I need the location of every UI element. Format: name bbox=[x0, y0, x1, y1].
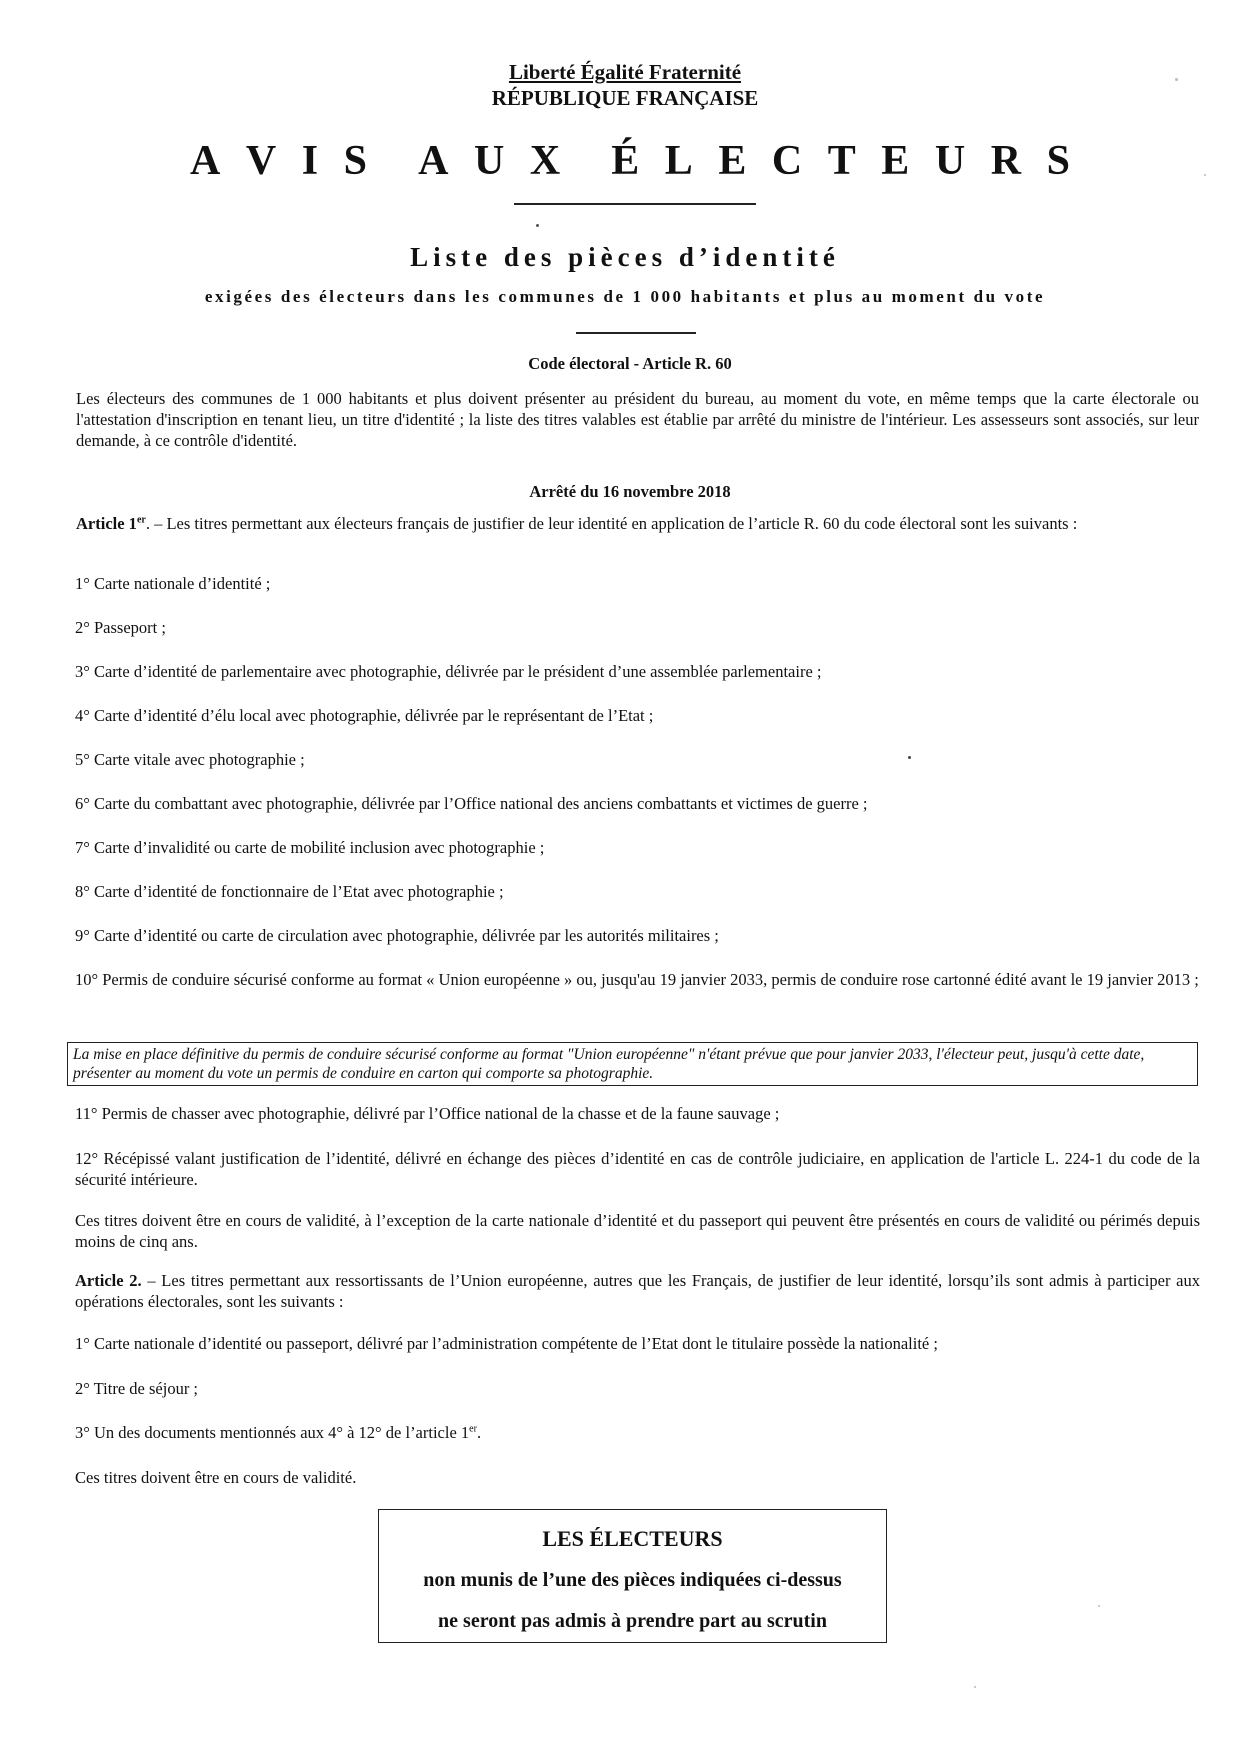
driving-licence-notice: La mise en place définitive du permis de conduire sécurisé conforme au format "Union européenne" n'étant prévue que pour janvier 2033, l'électeur peut, jusqu'à cette date, présenter au moment du vote un permis de conduire en carton qui comporte sa photographie. bbox=[67, 1042, 1198, 1086]
list-item: 12° Récépissé valant justification de l’identité, délivré en échange des pièces d’identité en cas de contrôle judiciaire, en application de l'article L. 224-1 du code de la sécurité intérieure. bbox=[75, 1149, 1200, 1189]
republic-heading: RÉPUBLIQUE FRANÇAISE bbox=[491, 86, 759, 110]
list-item-end: . bbox=[476, 1423, 482, 1442]
title-letter: E bbox=[718, 138, 747, 184]
article-2-label: Article 2. bbox=[75, 1271, 142, 1290]
title-letter: I bbox=[301, 138, 319, 184]
speck bbox=[1098, 1605, 1100, 1607]
list-item: 6° Carte du combattant avec photographie, délivrée par l’Office national des anciens combattants et victimes de guerre ; bbox=[75, 794, 868, 813]
warning-line: ne seront pas admis à prendre part au scrutin bbox=[438, 1610, 827, 1632]
article-1-label: Article 1 bbox=[76, 514, 137, 533]
title-letter: A bbox=[418, 138, 449, 184]
title-letter: É bbox=[611, 138, 640, 184]
title-letter: S bbox=[1046, 138, 1070, 184]
validity-note: Ces titres doivent être en cours de validité, à l’exception de la carte nationale d’identité et du passeport qui peuvent être présentés en cours de validité ou périmés depuis moins de cinq ans. bbox=[75, 1211, 1200, 1251]
list-item: 1° Carte nationale d’identité ; bbox=[75, 574, 271, 593]
speck bbox=[536, 224, 539, 227]
title-letter: U bbox=[934, 138, 966, 184]
list-item: 3° Carte d’identité de parlementaire avec photographie, délivrée par le président d’une assemblée parlementaire ; bbox=[75, 662, 822, 681]
speck bbox=[974, 1686, 976, 1688]
article-2-text: – Les titres permettant aux ressortissants de l’Union européenne, autres que les Français, de justifier de leur identité, lorsqu’ils sont admis à participer aux opérations électorales, sont les suivants : bbox=[75, 1271, 1200, 1311]
article-1-text: . – Les titres permettant aux électeurs français de justifier de leur identité en application de l’article R. 60 du code électoral sont les suivants : bbox=[145, 514, 1078, 533]
speck bbox=[908, 756, 911, 759]
title-letter: T bbox=[827, 138, 856, 184]
warning-box bbox=[378, 1509, 887, 1643]
list-item: 4° Carte d’identité d’élu local avec photographie, délivrée par le représentant de l’Etat ; bbox=[75, 706, 654, 725]
code-article-title: Code électoral - Article R. 60 bbox=[528, 354, 732, 373]
title-letter: C bbox=[771, 138, 803, 184]
list-item: 11° Permis de chasser avec photographie, délivré par l’Office national de la chasse et de la faune sauvage ; bbox=[75, 1104, 780, 1123]
title-letter: U bbox=[473, 138, 505, 184]
warning-line: non munis de l’une des pièces indiquées ci-dessus bbox=[423, 1569, 842, 1591]
title-letter: E bbox=[881, 138, 910, 184]
main-title bbox=[190, 140, 1070, 182]
article-1-intro bbox=[76, 513, 1199, 534]
list-item-sup: er bbox=[469, 1423, 477, 1435]
list-item: 8° Carte d’identité de fonctionnaire de l’Etat avec photographie ; bbox=[75, 882, 504, 901]
list-item: 7° Carte d’invalidité ou carte de mobilité inclusion avec photographie ; bbox=[75, 838, 545, 857]
code-article-text: Les électeurs des communes de 1 000 habitants et plus doivent présenter au président du bureau, au moment du vote, en même temps que la carte électorale ou l'attestation d'inscription en tenant lieu, un titre d'identité ; la liste des titres valables est établie par arrêté du ministre de l'intérieur. Les assesseurs sont associés, sur leur demande, à ce contrôle d'identité. bbox=[76, 389, 1199, 450]
arrete-title: Arrêté du 16 novembre 2018 bbox=[529, 482, 731, 501]
title-letter: L bbox=[664, 138, 693, 184]
title-letter: V bbox=[245, 138, 277, 184]
title-letter: X bbox=[529, 138, 561, 184]
title-letter: A bbox=[190, 138, 221, 184]
warning-heading: LES ÉLECTEURS bbox=[542, 1526, 723, 1551]
list-item: 9° Carte d’identité ou carte de circulation avec photographie, délivrée par les autorités militaires ; bbox=[75, 926, 719, 945]
list-item: 2° Titre de séjour ; bbox=[75, 1379, 199, 1398]
list-item-text: 3° Un des documents mentionnés aux 4° à 12° de l’article 1 bbox=[75, 1423, 470, 1442]
speck bbox=[1204, 174, 1206, 176]
speck bbox=[1175, 78, 1178, 81]
motto: Liberté Égalité Fraternité bbox=[508, 60, 742, 84]
subtitle: Liste des pièces d’identité bbox=[410, 242, 840, 272]
article-2-intro bbox=[75, 1270, 1200, 1312]
list-item: 1° Carte nationale d’identité ou passeport, délivré par l’administration compétente de l’Etat dont le titulaire possède la nationalité ; bbox=[75, 1334, 938, 1353]
title-letter: S bbox=[343, 138, 367, 184]
list-item: 5° Carte vitale avec photographie ; bbox=[75, 750, 305, 769]
divider bbox=[514, 203, 756, 205]
subtitle-detail: exigées des électeurs dans les communes de 1 000 habitants et plus au moment du vote bbox=[204, 287, 1046, 306]
divider bbox=[576, 332, 696, 334]
list-item: 10° Permis de conduire sécurisé conforme au format « Union européenne » ou, jusqu'au 19 janvier 2033, permis de conduire rose cartonné édité avant le 19 janvier 2013 ; bbox=[75, 970, 1199, 989]
list-item: 2° Passeport ; bbox=[75, 618, 166, 637]
title-letter: R bbox=[990, 138, 1022, 184]
article-1-sup: er bbox=[136, 514, 146, 526]
validity-note: Ces titres doivent être en cours de validité. bbox=[75, 1468, 357, 1487]
list-item bbox=[75, 1422, 1200, 1443]
